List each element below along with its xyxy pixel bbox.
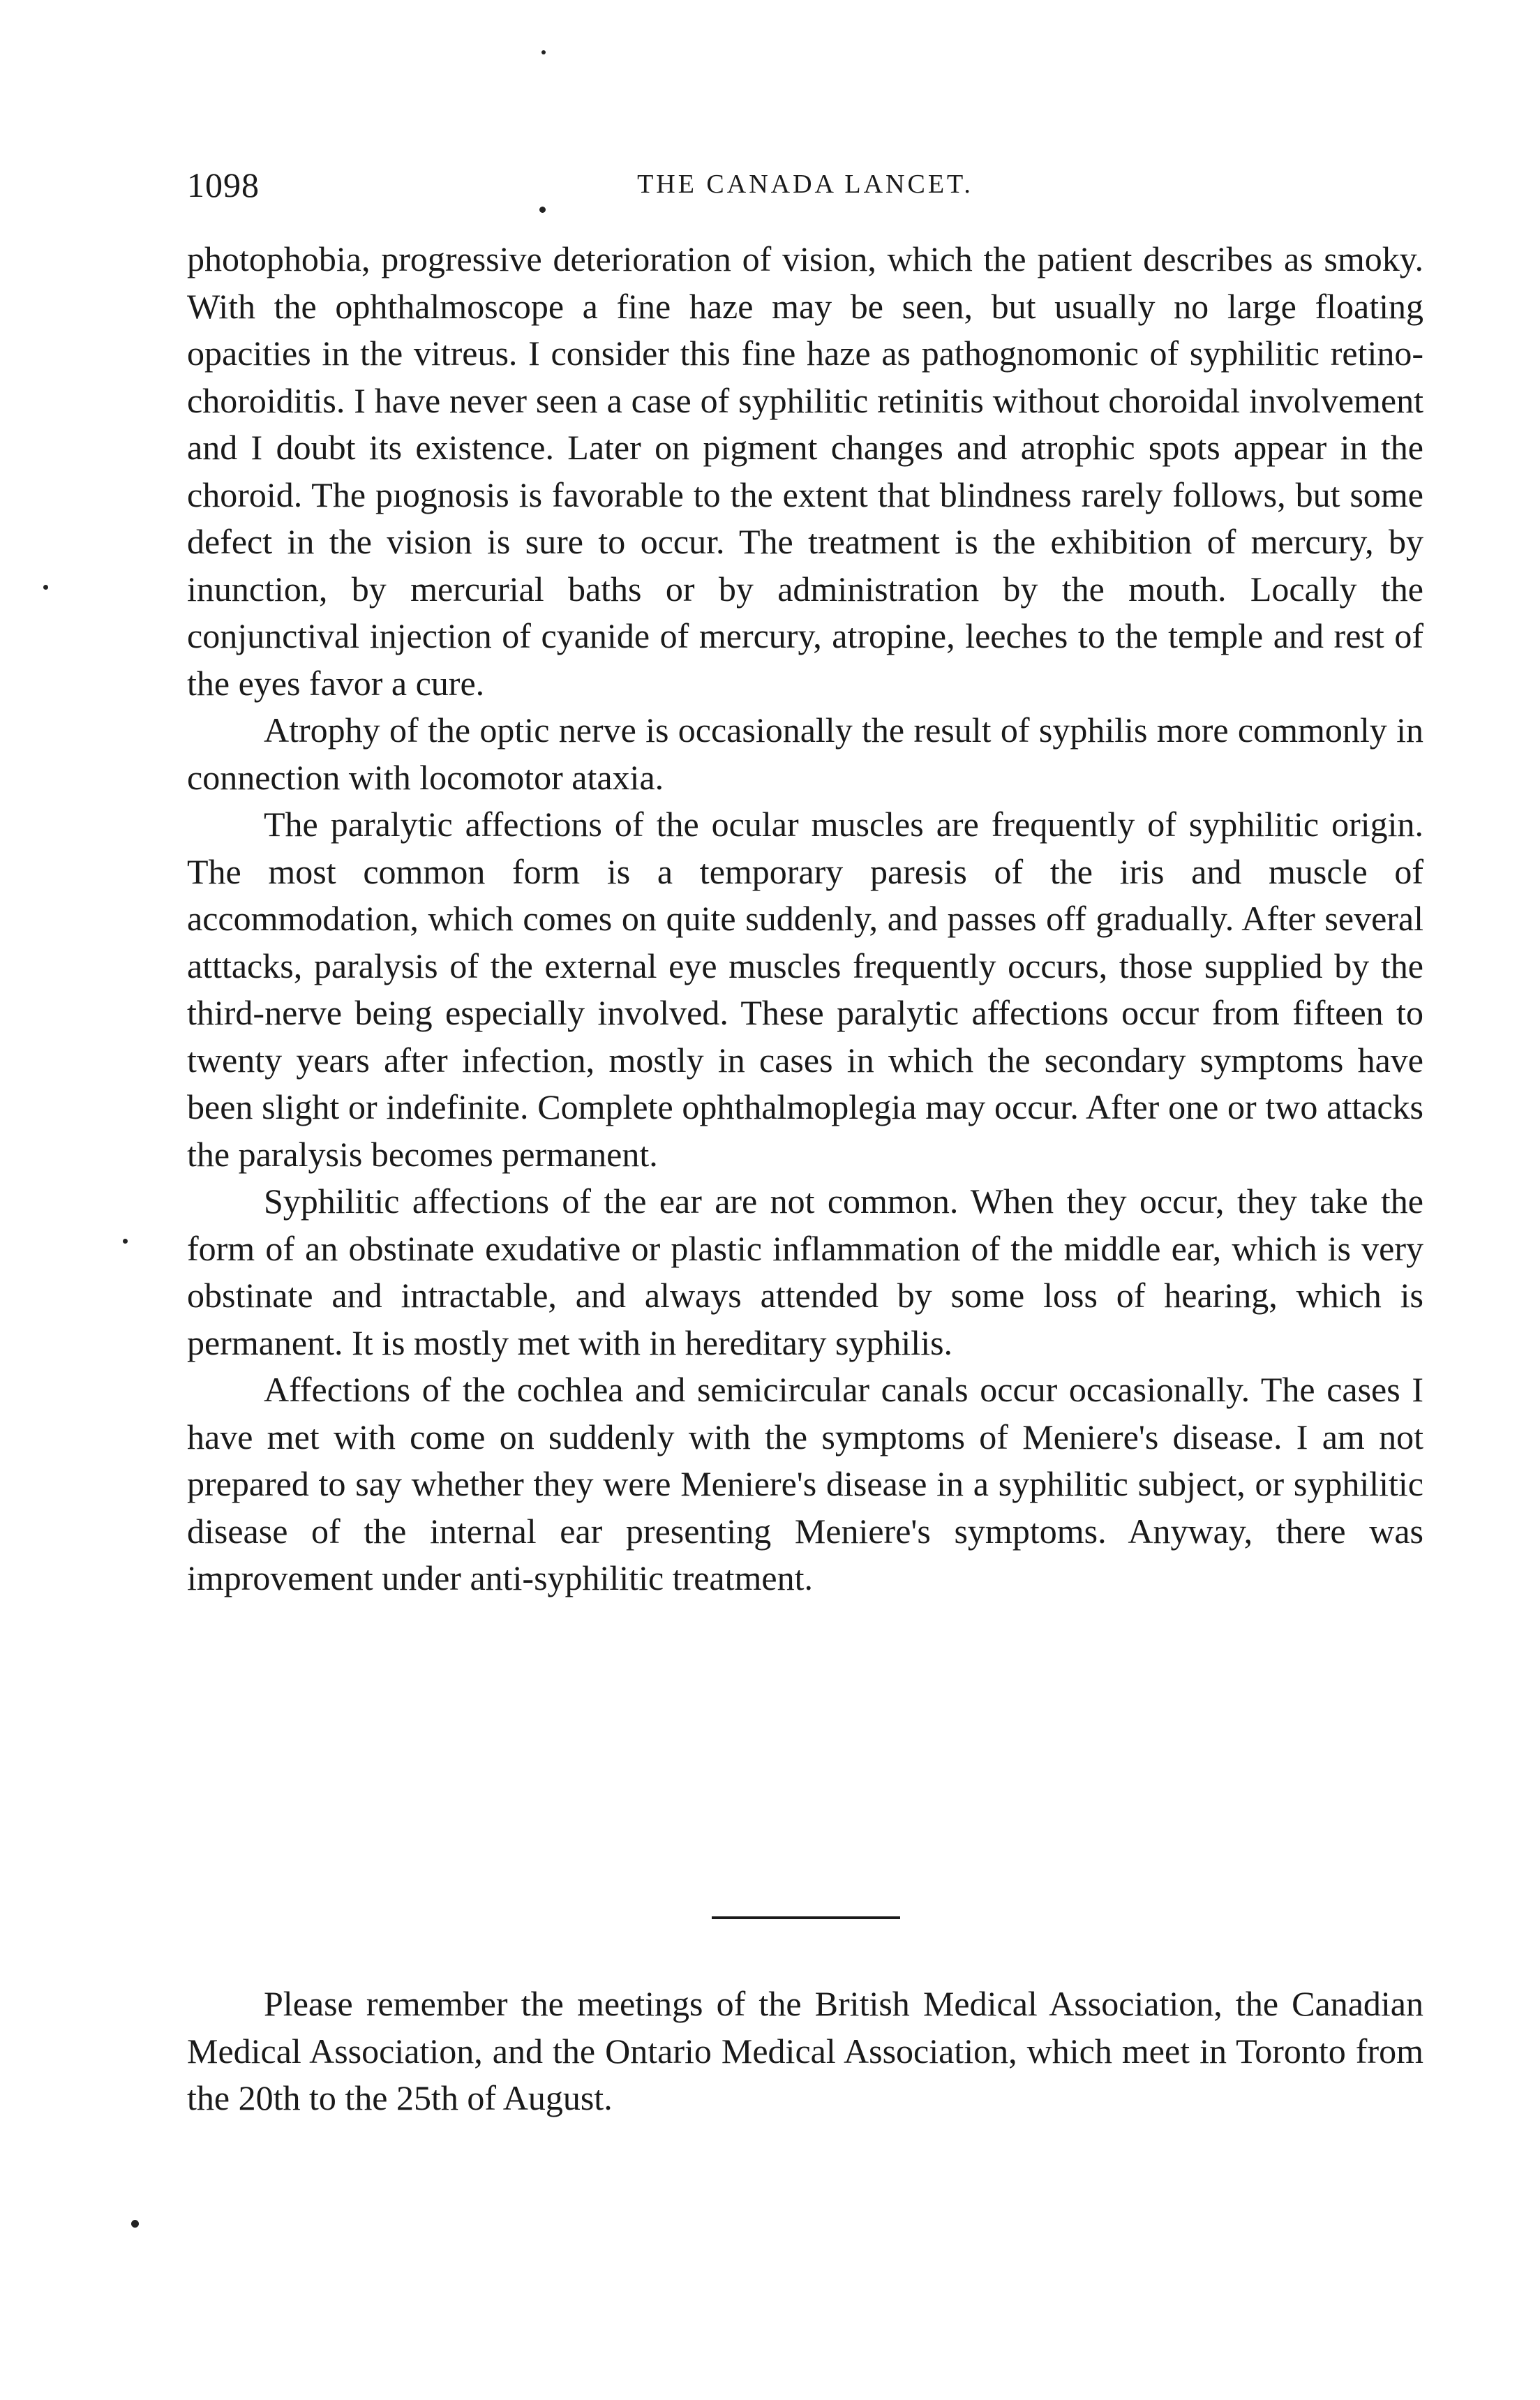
notice-text: Please remember the meetings of the British Medical Association, the Canadian Medical Association, and the Ontario Medical Association, which meet in Toronto from the 20th to the 25th of August. <box>187 1984 1423 2117</box>
section-divider <box>712 1916 900 1919</box>
paragraph-cochlea: Affections of the cochlea and semicircular canals occur occasionally. The cases I have met with come on suddenly with the symptoms of Meniere's disease. I am not prepared to say whether they were Meniere's disease in a syphilitic subject, or syphilitic disease of the internal ear presenting Meniere's symptoms. Anyway, there was improvement under anti-syphilitic treatment. <box>187 1370 1423 1597</box>
print-speck <box>541 50 546 54</box>
paragraph-ear: Syphilitic affections of the ear are not common. When they occur, they take the form of an obstinate exudative or plastic inflammation of the middle ear, which is very obstinate and intractable, and always attended by some loss of hearing, which is permanent. It is mostly met with in hereditary syphilis. <box>187 1182 1423 1362</box>
page-number: 1098 <box>187 165 260 204</box>
print-speck <box>539 207 546 213</box>
print-speck <box>43 585 48 590</box>
paragraph-ocular-muscles: The paralytic affections of the ocular muscles are frequently of syphilitic origin. The most common form is a temporary paresis of the iris and muscle of accommodation, which comes on quite suddenly, and passes off gradually. After several atttacks, paralysis of the external eye muscles frequently occurs, those supplied by the third-nerve being especially involved. These paralytic affections occur from fifteen to twenty years after infection, mostly in cases in which the secondary symptoms have been slight or indefinite. Complete ophthalmoplegia may occur. After one or two attacks the paralysis becomes permanent. <box>187 805 1423 1174</box>
page-header <box>187 165 1423 214</box>
paragraph-continued: photophobia, progressive deterioration of vision, which the patient describes as smoky. With the ophthalmoscope a fine haze may be seen, but usually no large floating opacities in the vitreus. I consider this fine haze as pathognomonic of syphilitic retino-choroiditis. I have never seen a case of syphilitic retinitis without choroidal involvement and I doubt its existence. Later on pigment changes and atrophic spots appear in the choroid. The pıognosis is favorable to the extent that blindness rarely follows, but some defect in the vision is sure to occur. The treatment is the exhibition of mercury, by inunction, by mercurial baths or by administration by the mouth. Locally the conjunctival injection of cyanide of mercury, atropine, leeches to the temple and rest of the eyes favor a cure. <box>187 239 1423 703</box>
print-speck <box>123 1239 128 1244</box>
meeting-notice <box>187 1981 1423 2122</box>
paragraph-optic-nerve: Atrophy of the optic nerve is occasionally the result of syphilis more commonly in connection with locomotor ataxia. <box>187 710 1423 797</box>
print-speck <box>131 2220 139 2228</box>
article-body <box>187 236 1423 1602</box>
running-head: THE CANADA LANCET. <box>637 170 973 199</box>
